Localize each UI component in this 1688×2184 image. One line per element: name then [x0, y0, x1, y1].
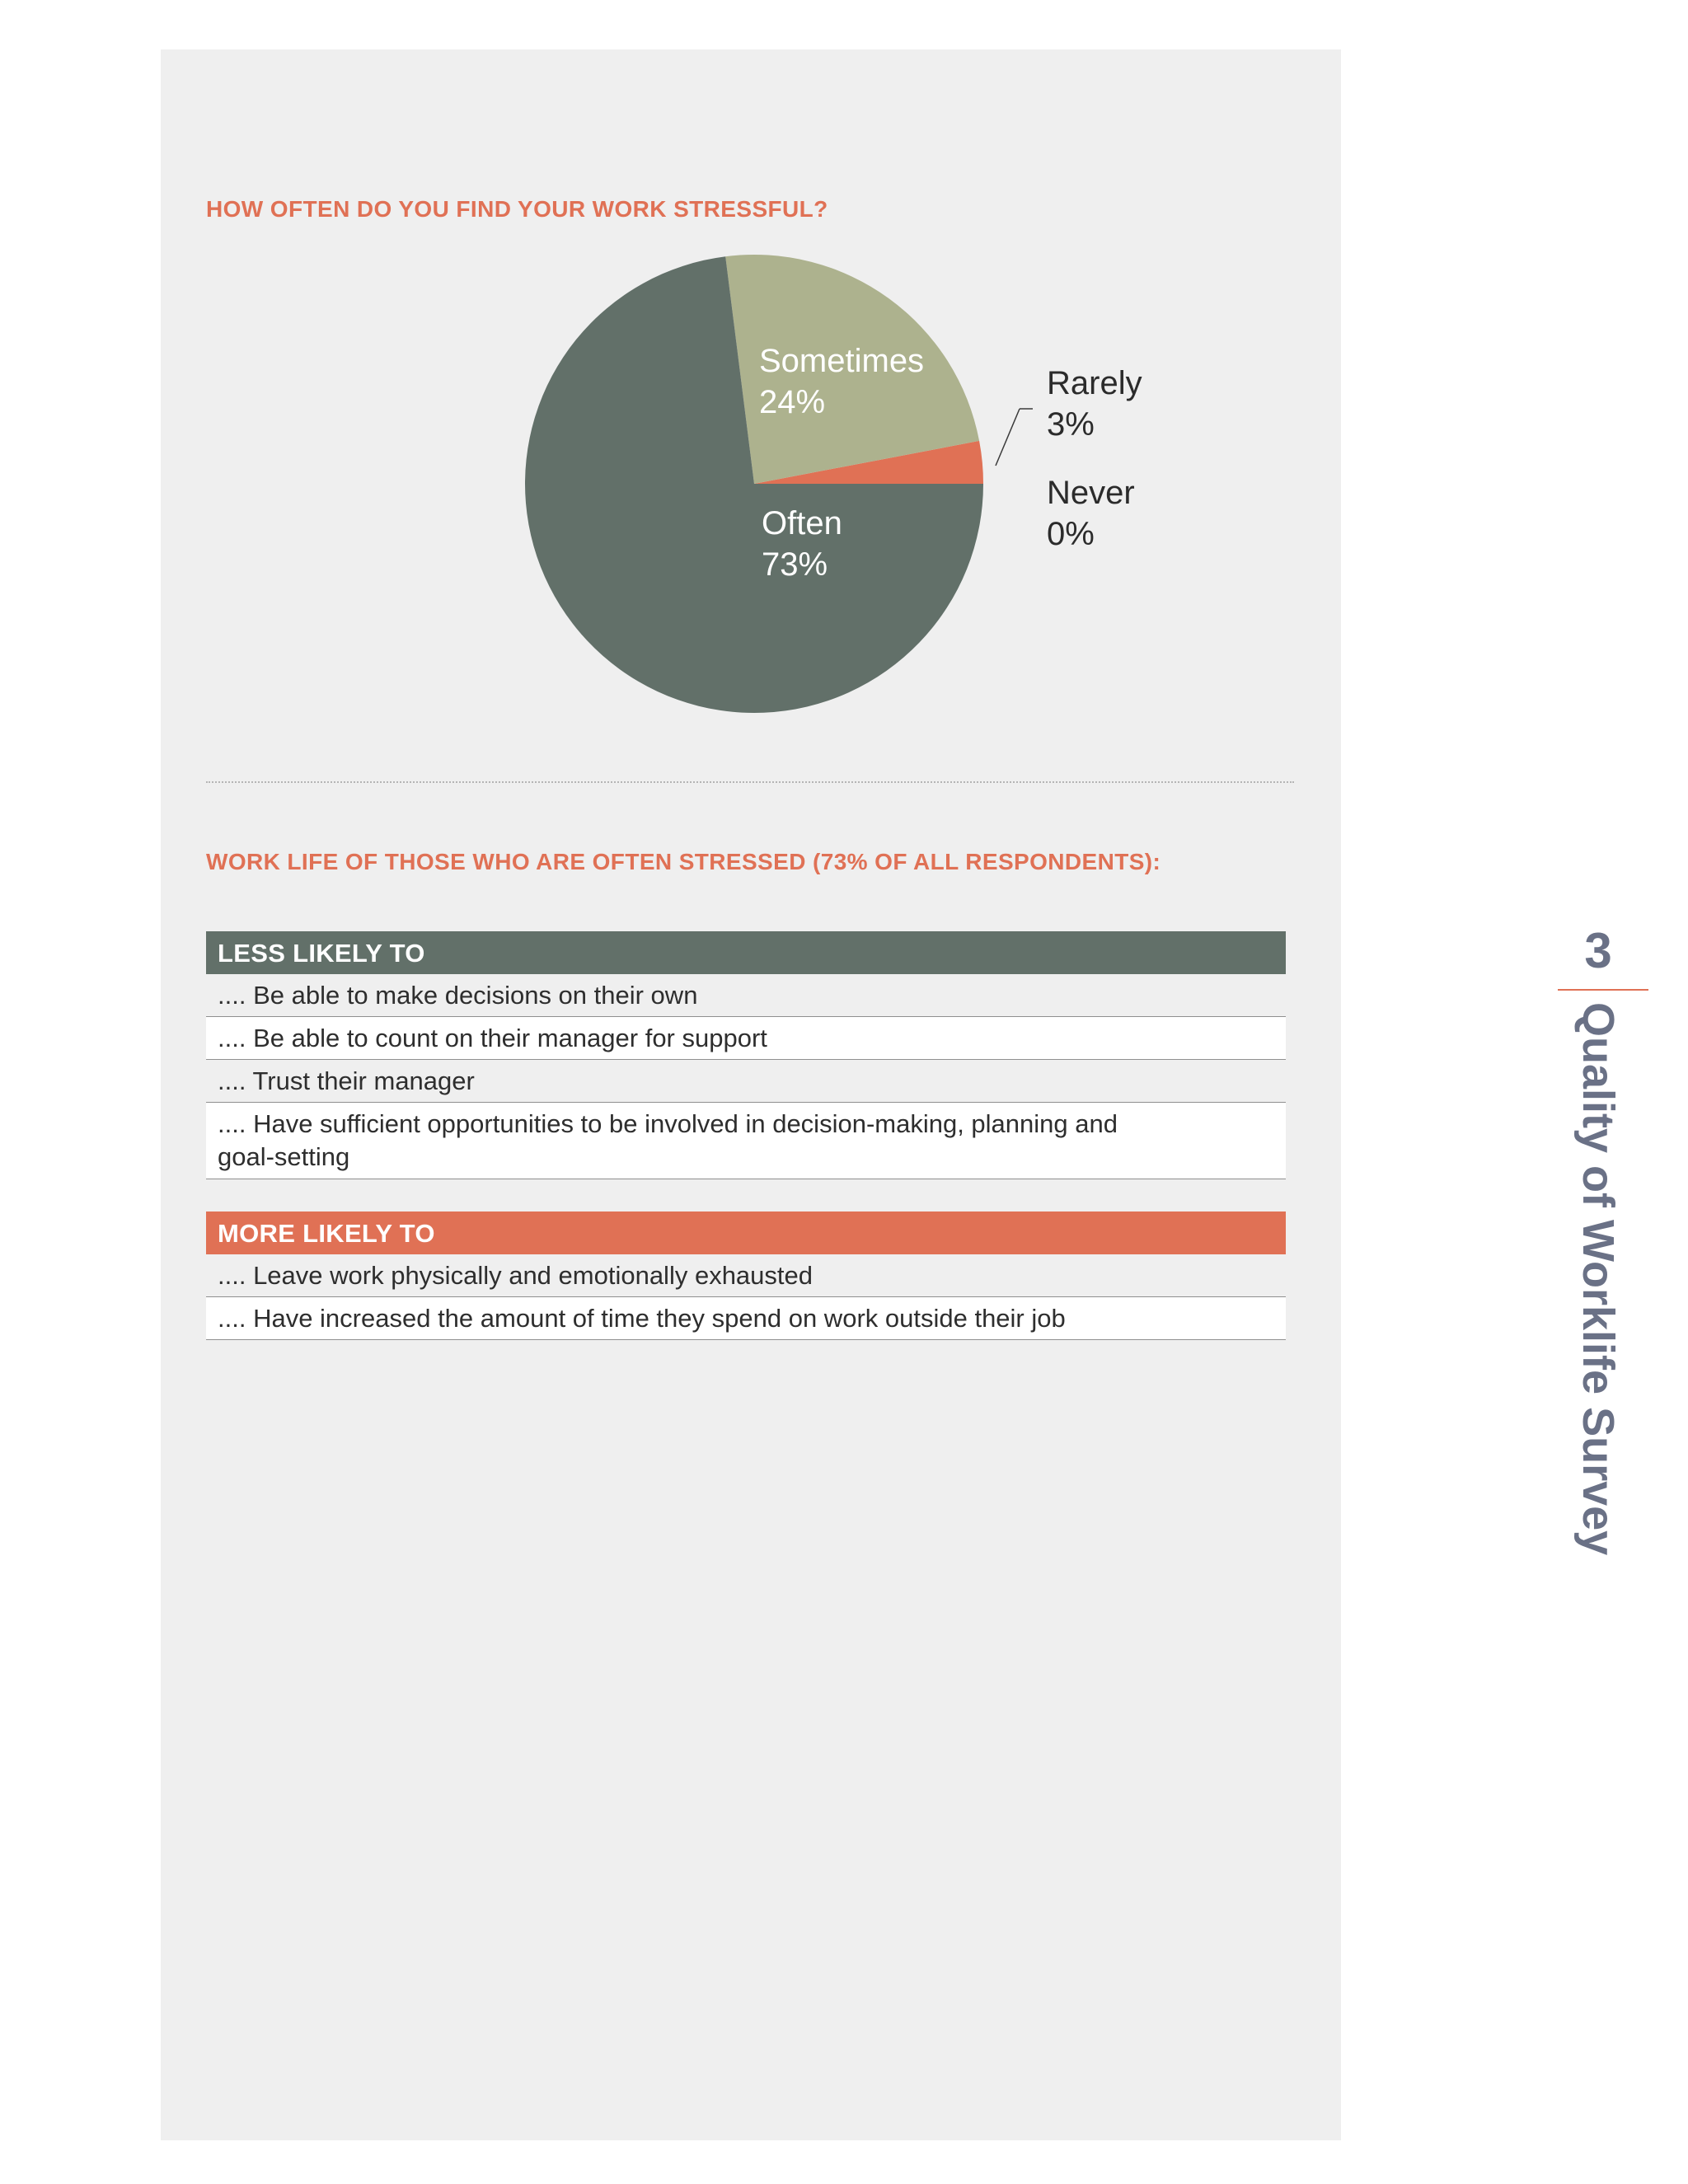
- slice-value-rarely: 3%: [1047, 406, 1095, 443]
- less-likely-heading: LESS LIKELY TO: [206, 931, 1286, 974]
- section-label: Quality of Worklife Survey: [1573, 1002, 1623, 1556]
- worklife-title: WORK LIFE OF THOSE WHO ARE OFTEN STRESSED (73% OF ALL RESPONDENTS):: [206, 849, 1161, 874]
- slice-value-never: 0%: [1047, 516, 1095, 552]
- slice-label-sometimes: Sometimes: [759, 343, 925, 379]
- list-item: .... Be able to count on their manager for support: [206, 1017, 1286, 1060]
- more-likely-heading: MORE LIKELY TO: [206, 1212, 1286, 1254]
- content-panel: [161, 49, 1341, 2140]
- section-number: 3: [1584, 923, 1612, 978]
- section-divider: [206, 781, 1294, 783]
- slice-value-often: 73%: [762, 546, 828, 583]
- more-likely-table: [206, 1212, 1286, 1340]
- side-tab-rule: [1558, 989, 1648, 991]
- list-item: [206, 1103, 1286, 1179]
- pie-chart: [161, 49, 1341, 791]
- slice-value-sometimes: 24%: [759, 384, 826, 420]
- list-item: .... Leave work physically and emotionally exhausted: [206, 1254, 1286, 1297]
- list-item: .... Be able to make decisions on their own: [206, 974, 1286, 1017]
- list-item: .... Have increased the amount of time they spend on work outside their job: [206, 1297, 1286, 1340]
- list-item-text: .... Have sufficient opportunities to be involved in decision-making, planning and goal-setting: [218, 1109, 1118, 1171]
- rarely-leader-line: [996, 409, 1020, 466]
- chart-title: HOW OFTEN DO YOU FIND YOUR WORK STRESSFUL?: [206, 196, 828, 222]
- slice-label-never: Never: [1047, 475, 1135, 511]
- slice-label-often: Often: [762, 505, 842, 541]
- less-likely-table: [206, 931, 1286, 1179]
- slice-label-rarely: Rarely: [1047, 365, 1142, 401]
- list-item: .... Trust their manager: [206, 1060, 1286, 1103]
- pie-slices: [525, 255, 983, 713]
- pie-chart-area: [161, 49, 1341, 791]
- section-side-tab: [1545, 921, 1648, 1556]
